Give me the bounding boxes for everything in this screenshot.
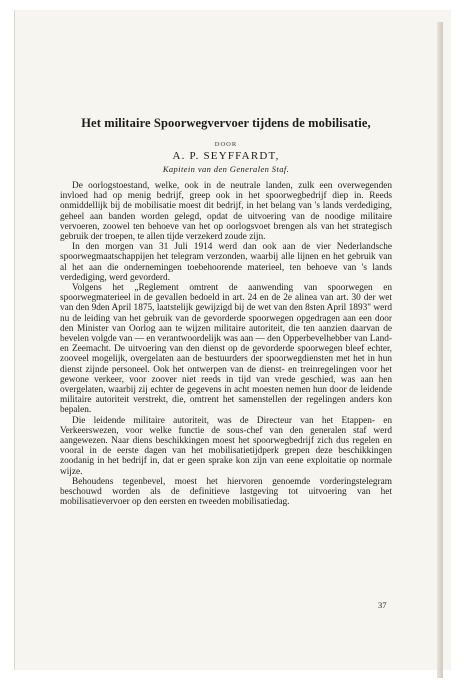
paragraph: Die leidende militaire autoriteit, was de Directeur van het Etappen- en Verkeerswezen, voor welke functie de sous-chef van den generalen staf werd aangewezen. Naar diens beschikkingen moest het spoorwegbedrijf zich dus regelen en vooral in de eerste dagen van het mobilisatietijdperk grepen deze beschikkingen zoodanig in het bedrijf in, dat er geen sprake kon zijn van eene exploitatie op normale wijze. [60,415,392,477]
paragraph: De oorlogstoestand, welke, ook in de neutrale landen, zulk een overwegenden invloed had op menig bedrijf, greep ook in het spoorwegbedrijf diep in. Reeds onmiddellijk bij de mobilisatie moest dit bedrijf, in het belang van 's lands verdediging, geheel aan banden worden gelegd, opdat de uitvoering van de noodige militaire vervoeren, zoowel ten behoeve van het op oorlogsvoet brengen als van het strategisch gebruik der troepen, te allen tijde verzekerd zoude zijn. [60,181,392,243]
author-name: A. P. SEYFFARDT, [172,150,280,162]
page-number: 37 [378,600,387,610]
paragraph: In den morgen van 31 Juli 1914 werd dan ook aan de vier Nederlandsche spoorwegmaatschappijen het telegram verzonden, waarbij alle lijnen en het gebruik van al het aan die ondernemingen toebehoorende materieel, ten behoeve van 's lands verdediging, werd gevorderd. [60,242,392,283]
article-body [60,116,392,508]
byline-label: DOOR [214,141,238,148]
paragraph: Volgens het „Reglement omtrent de aanwending van spoorwegen en spoorwegmaterieel in de gevallen bedoeld in art. 24 en de 2e alinea van art. 30 der wet van den 9den April 1875, laatstelijk gewijzigd bij de wet van den 8sten April 1893" werd nu de leiding van het gebruik van de gevorderde spoorwegen opgedragen aan een door den Minister van Oorlog aan te wijzen militaire autoriteit, die ten aanzien daarvan de bevelen volgde van — en verantwoordelijk was aan — den Opperbevelhebber van Land- en Zeemacht. De uitvoering van den dienst op de gevorderde spoorwegen bleef echter, zooveel mogelijk, overgelaten aan de bestuurders der spoorwegdiensten met het in hun dienst zijnde personeel. Ook het ontwerpen van de dienst- en treinregelingen voor het gewone verkeer, voor zoover niet reeds in tijd van vrede geschied, was aan hen overgelaten, waarbij zij echter de gegevens in acht moesten nemen hun door de leidende militaire autoriteit verstrekt, die, omtrent het samenstellen der regelingen anders kon bepalen. [60,283,392,416]
author-rank: Kapitein van den Generalen Staf. [162,164,290,174]
paragraph: Behoudens tegenbevel, moest het hiervoren genoemde vorderingstelegram beschouwd worden als de definitieve lastgeving tot uitvoering van het mobilisatievervoer op den eersten en tweeden mobilisatiedag. [60,476,392,508]
page-edge-shadow [437,22,443,678]
article-title: Het militaire Spoorwegvervoer tijdens de mobilisatie, [81,116,371,130]
